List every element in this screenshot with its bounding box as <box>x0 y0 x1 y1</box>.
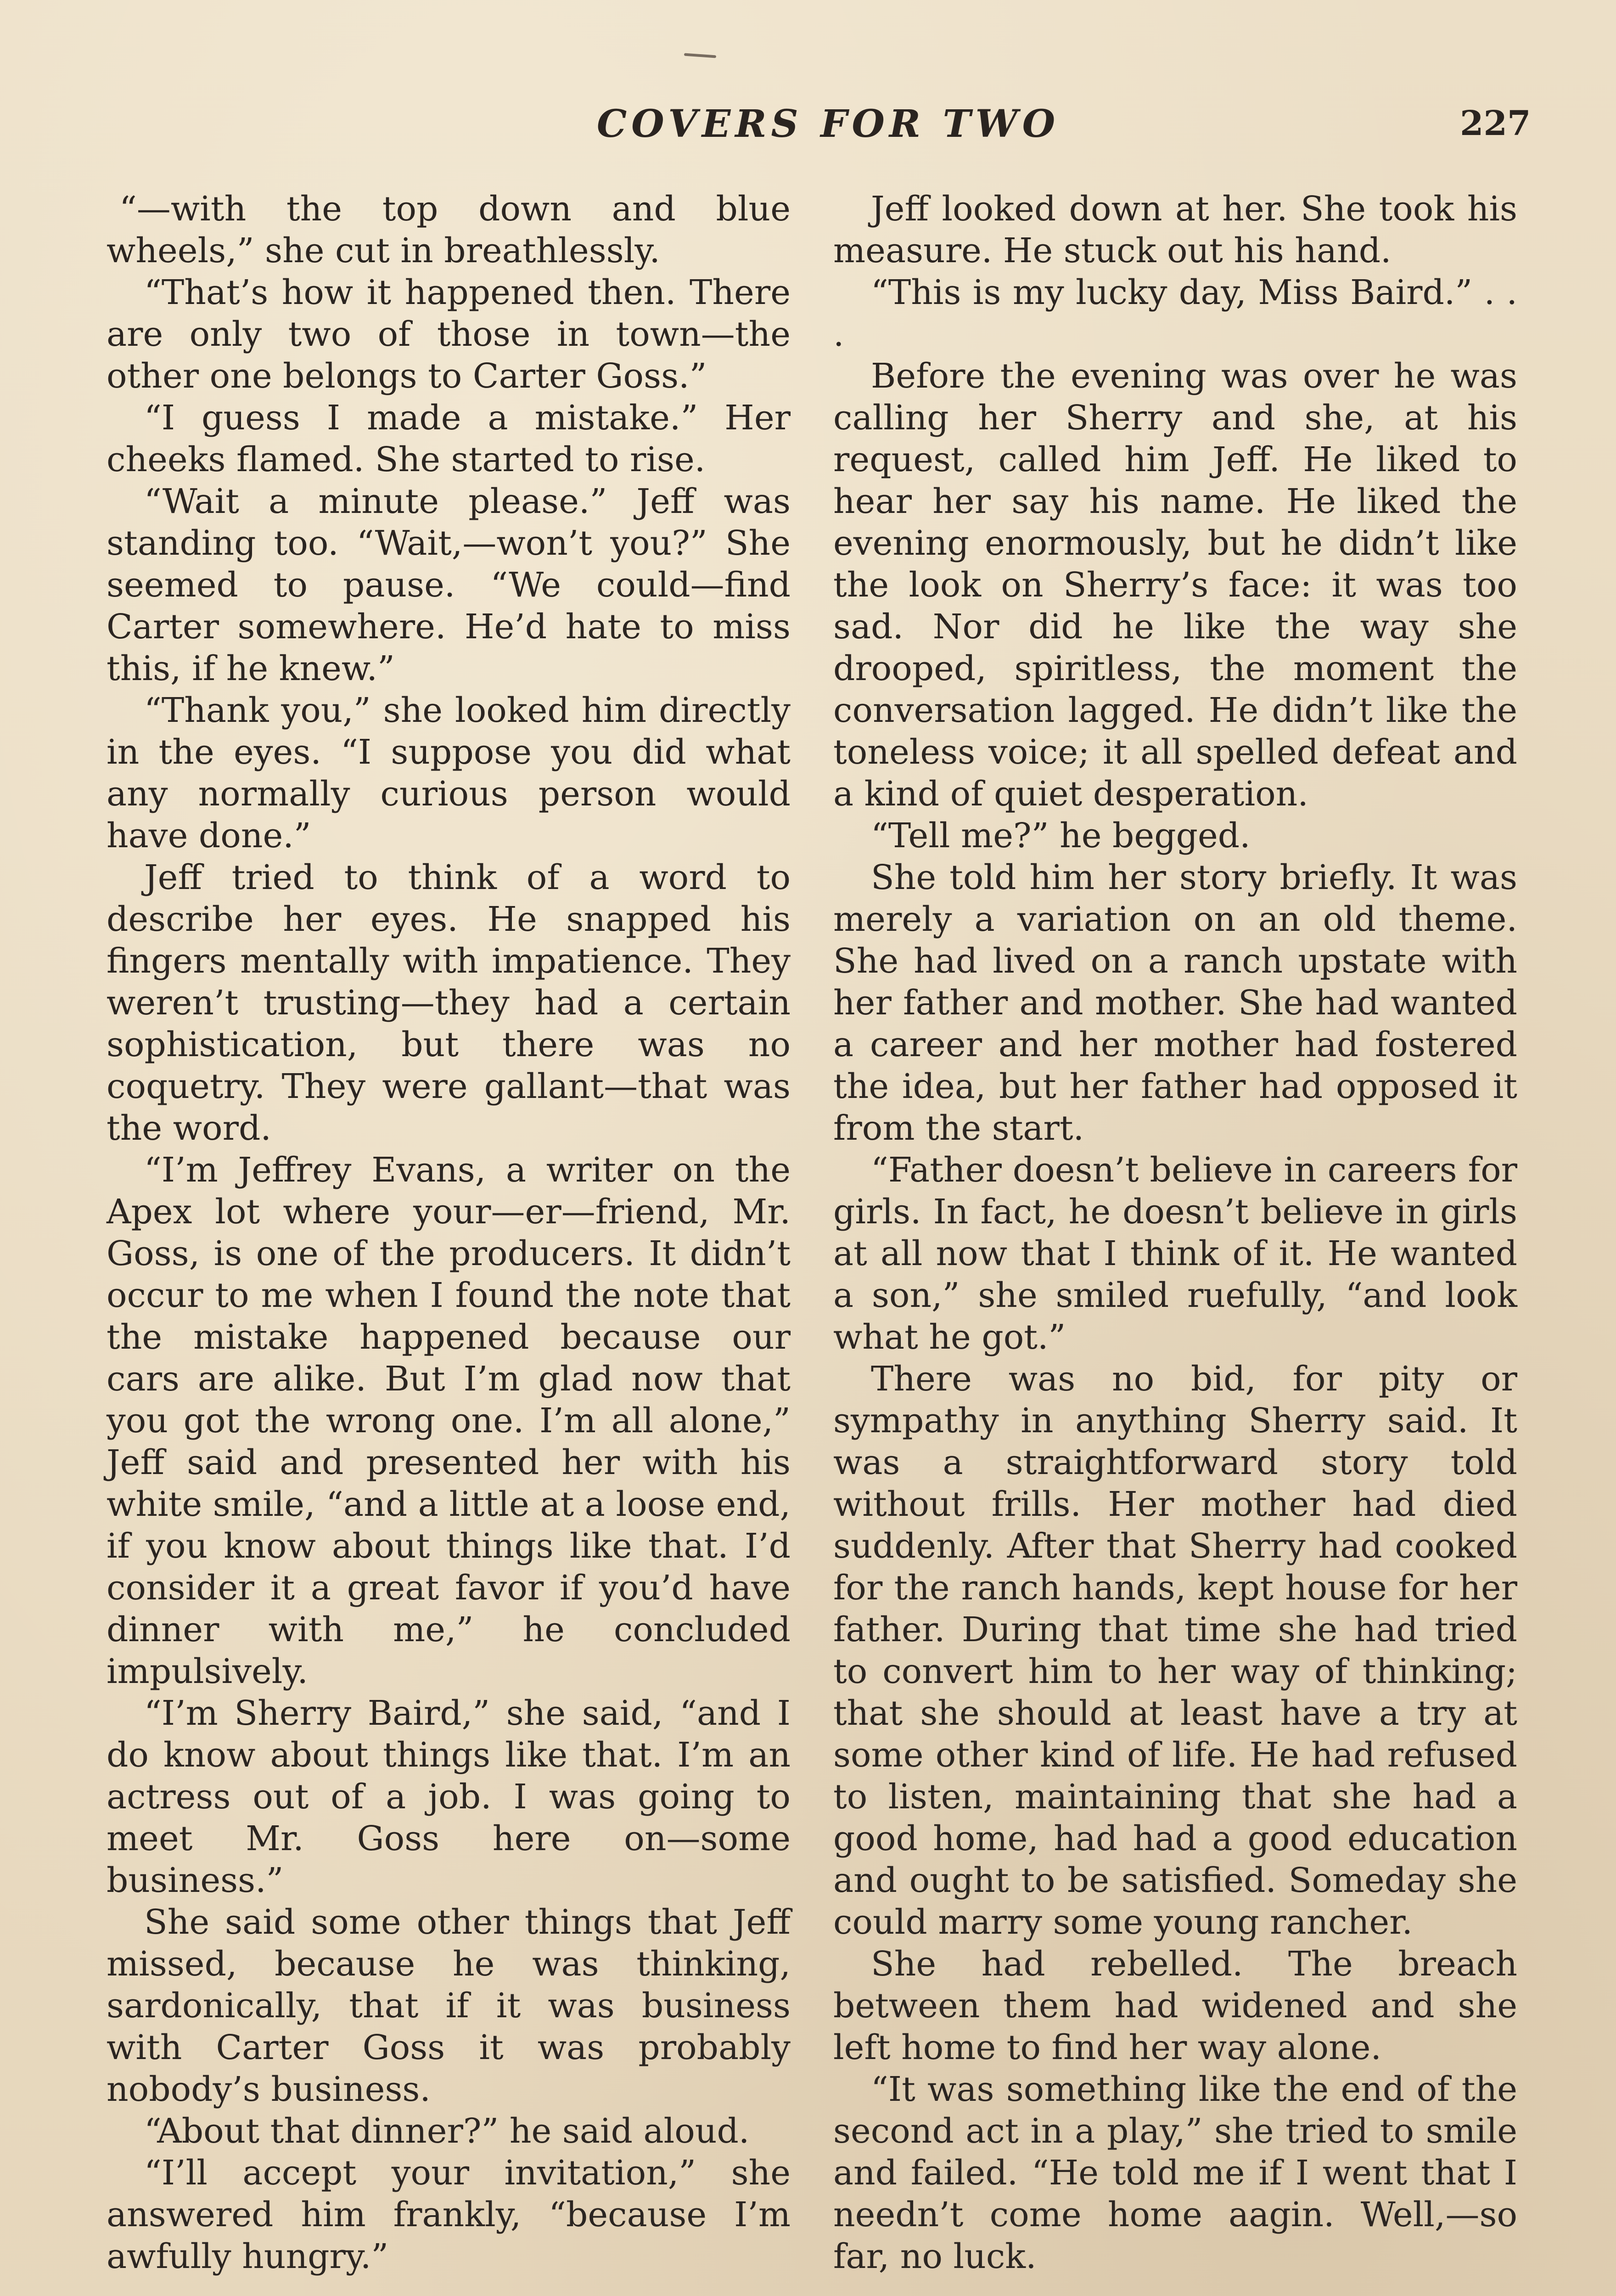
paragraph: “I’m Jeffrey Evans, a writer on the Apex lot where your—er—friend, Mr. Goss, is one of the producers. It didn’t occur to me when I found the note that the mistake happened because our cars are alike. But I’m glad now that you got the wrong one. I’m all alone,” Jeff said and presented her with his white smile, “and a little at a loose end, if you know about things like that. I’d consider it a great favor if you’d have dinner with me,” he concluded impulsively. <box>107 1150 791 1691</box>
left-text-column <box>107 188 791 2278</box>
paragraph: There was no bid, for pity or sympathy in anything Sherry said. It was a straightforward story told without frills. Her mother had died suddenly. After that Sherry had cooked for the ranch hands, kept house for her father. During that time she had tried to convert him to her way of thinking; that she should at least have a try at some other kind of life. He had refused to listen, maintaining that she had a good home, had had a good education and ought to be satisfied. Someday she could marry some young rancher. <box>833 1359 1517 1942</box>
paragraph: She told him her story briefly. It was merely a variation on an old theme. She had lived on a ranch upstate with her father and mother. She had wanted a career and her mother had fostered the idea, but her father had opposed it from the start. <box>833 858 1517 1148</box>
page-number: 227 <box>1460 104 1531 143</box>
paragraph: “Father doesn’t believe in careers for girls. In fact, he doesn’t believe in girls at all now that I think of it. He wanted a son,” she smiled ruefully, “and look what he got.” <box>833 1150 1517 1357</box>
paragraph: “It was something like the end of the second act in a play,” she tried to smile and failed. “He told me if I went that I needn’t come home aagin. Well,—so far, no luck. <box>833 2070 1517 2276</box>
paragraph: “This is my lucky day, Miss Baird.” . . . <box>833 273 1517 354</box>
paragraph: “Thank you,” she looked him directly in the eyes. “I suppose you did what any normally curious person would have done.” <box>107 691 791 855</box>
paragraph: “Wait a minute please.” Jeff was standing too. “Wait,—won’t you?” She seemed to pause. “We could—find Carter somewhere. He’d hate to miss this, if he knew.” <box>107 482 791 688</box>
paragraph: Before the evening was over he was calling her Sherry and she, at his request, called him Jeff. He liked to hear her say his name. He liked the evening enormously, but he didn’t like the look on Sherry’s face: it was too sad. Nor did he like the way she drooped, spiritless, the moment the conversation lagged. He didn’t like the toneless voice; it all spelled defeat and a kind of quiet desperation. <box>833 356 1517 814</box>
paragraph: “Tell me?” he begged. <box>871 816 1251 855</box>
right-text-column <box>833 188 1517 2278</box>
paragraph: Jeff looked down at her. She took his measure. He stuck out his hand. <box>833 189 1517 270</box>
paragraph: “About that dinner?” he said aloud. <box>144 2111 750 2151</box>
paragraph: “—with the top down and blue wheels,” she cut in breathlessly. <box>107 189 791 270</box>
paragraph: “I guess I made a mistake.” Her cheeks flamed. She started to rise. <box>107 398 791 479</box>
paragraph: She had rebelled. The breach between them had widened and she left home to find her way alone. <box>833 1944 1517 2067</box>
paragraph: “I’m Sherry Baird,” she said, “and I do know about things like that. I’m an actress out of a job. I was going to meet Mr. Goss here on—some business.” <box>107 1694 791 1900</box>
paragraph: She said some other things that Jeff missed, because he was thinking, sardonically, that if it was business with Carter Goss it was probably nobody’s business. <box>107 1902 791 2109</box>
ink-mark <box>684 53 716 58</box>
paragraph: Jeff tried to think of a word to describe her eyes. He snapped his fingers mentally with impatience. They weren’t trusting—they had a certain sophistication, but there was no coquetry. They were gallant—that was the word. <box>107 858 791 1148</box>
paragraph: “I’ll accept your invitation,” she answered him frankly, “because I’m awfully hungry.” <box>107 2153 791 2276</box>
paragraph: “That’s how it happened then. There are only two of those in town—the other one belongs to Carter Goss.” <box>107 273 791 396</box>
running-title: COVERS FOR TWO <box>597 102 1060 146</box>
